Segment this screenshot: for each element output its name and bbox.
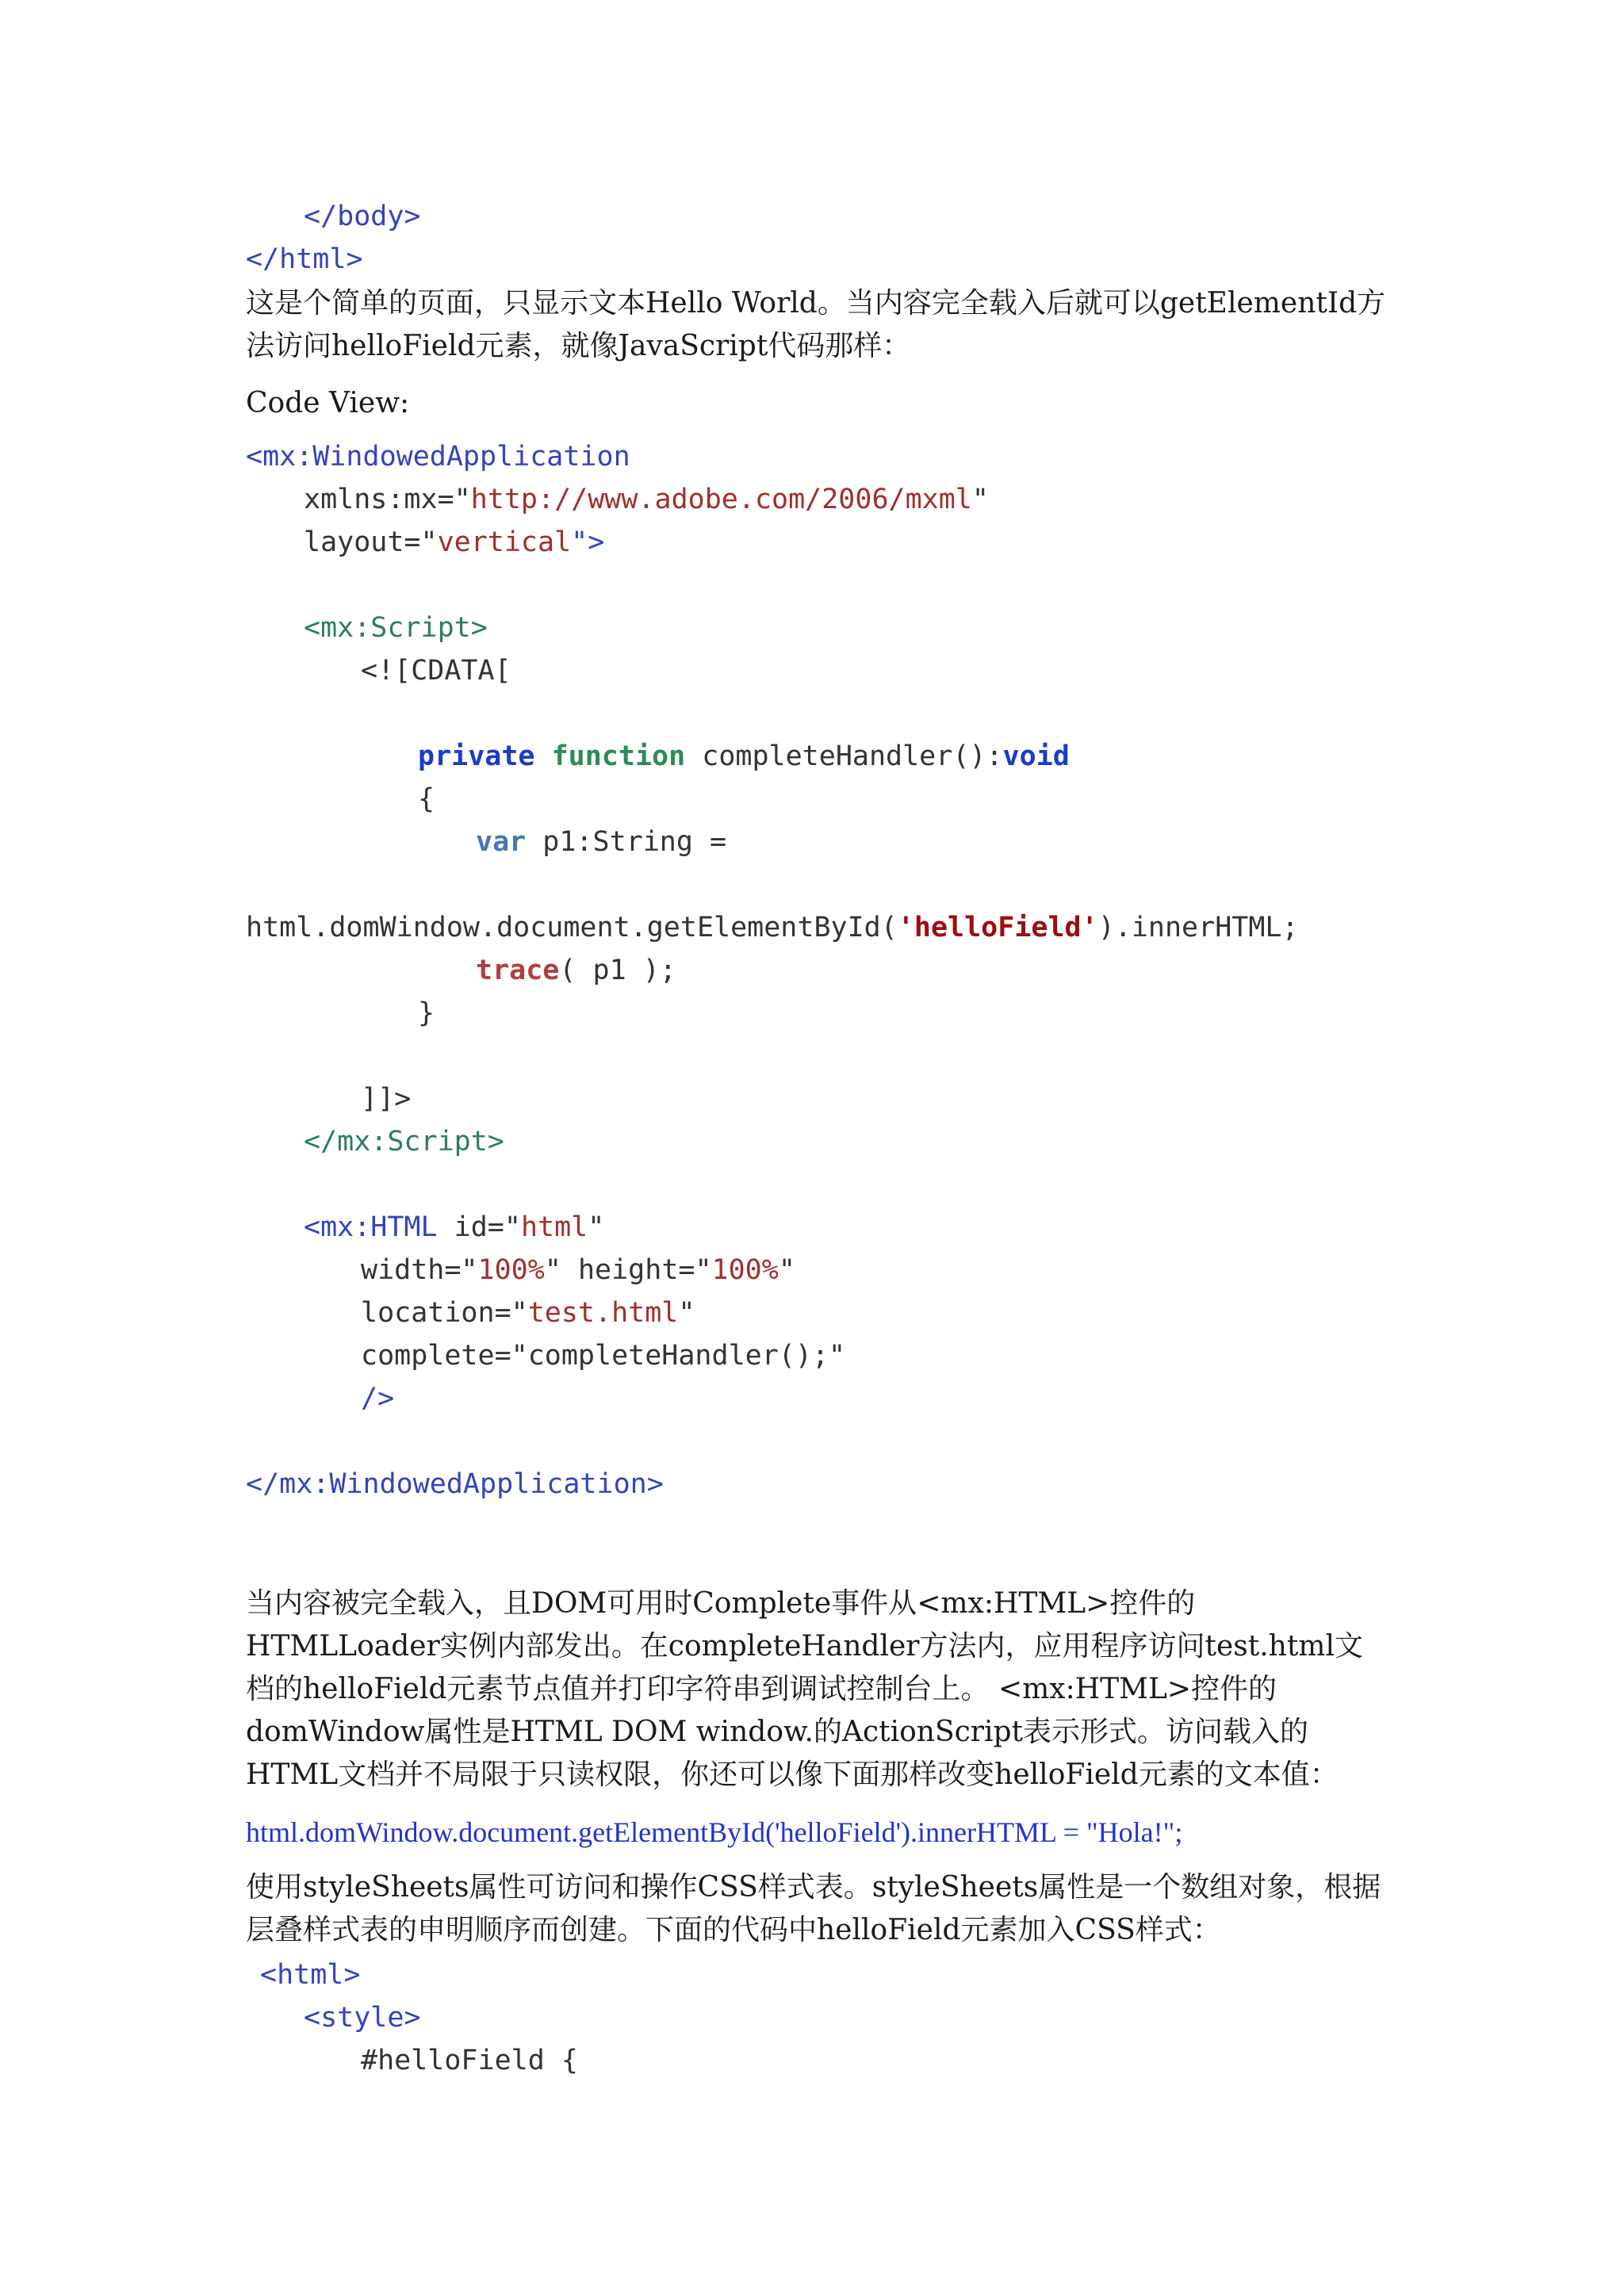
paragraph-stylesheets: 使用styleSheets属性可访问和操作CSS样式表。styleSheets属性是一个数组对象，根据层叠样式表的申明顺序而创建。下面的代码中helloField元素加入CSS样式： bbox=[246, 1871, 1381, 1946]
code-line-body-close: </body> bbox=[304, 201, 421, 232]
code-line-cdata-close: ]]> bbox=[361, 1083, 412, 1115]
paragraph-intro: 这是个简单的页面，只显示文本Hello World。当内容完全载入后就可以getElementId方法访问helloField元素，就像JavaScript代码那样： bbox=[246, 287, 1386, 362]
code-line-brace-close: } bbox=[418, 997, 435, 1029]
code2-line-selector: #helloField { bbox=[361, 2045, 578, 2076]
code2-line-html: <html> bbox=[260, 1959, 361, 1991]
code-line-script-close: </mx:Script> bbox=[304, 1126, 504, 1158]
code-line-script-open: <mx:Script> bbox=[304, 612, 488, 644]
code-line-brace-open: { bbox=[418, 783, 435, 815]
code-line-1: <mx:WindowedApplication bbox=[246, 441, 630, 473]
code-line-get-element: html.domWindow.document.getElementById('helloField').innerHTML; bbox=[246, 912, 1299, 943]
code2-line-style: <style> bbox=[304, 2002, 421, 2034]
code-line-app-close: </mx:WindowedApplication> bbox=[246, 1468, 664, 1500]
code-line-self-close: /> bbox=[361, 1383, 395, 1414]
code-line-3: layout="vertical"> bbox=[304, 526, 605, 558]
code-line-complete-attr: complete="completeHandler();" bbox=[361, 1340, 846, 1372]
code-line-location-attr: location="test.html" bbox=[361, 1297, 695, 1329]
inline-code-hola: html.domWindow.document.getElementById('helloField').innerHTML = "Hola!"; bbox=[246, 1816, 1183, 1848]
code-line-function-decl: private function completeHandler():void bbox=[418, 740, 1070, 772]
code-view-label: Code View: bbox=[246, 387, 410, 419]
code-line-size-attrs: width="100%" height="100%" bbox=[361, 1254, 795, 1286]
code-line-2: xmlns:mx="http://www.adobe.com/2006/mxml" bbox=[304, 484, 989, 515]
code-line-html-tag: <mx:HTML id="html" bbox=[304, 1211, 605, 1243]
code-line-trace: trace( p1 ); bbox=[476, 955, 676, 986]
code-line-var-decl: var p1:String = bbox=[476, 826, 727, 858]
paragraph-complete-event: 当内容被完全载入，且DOM可用时Complete事件从<mx:HTML>控件的HTMLLoader实例内部发出。在completeHandler方法内，应用程序访问test.html文档的helloField元素节点值并打印字符串到调试控制台上。 <mx:HTML>控件的domWindow属性是HTML DOM window.的ActionScript表示形式。访问载入的HTML文档并不局限于只读权限，你还可以像下面那样改变helloField元素的文本值： bbox=[246, 1587, 1363, 1791]
code-line-html-close: </html> bbox=[246, 243, 363, 275]
code-line-cdata-open: <![CDATA[ bbox=[361, 655, 511, 687]
